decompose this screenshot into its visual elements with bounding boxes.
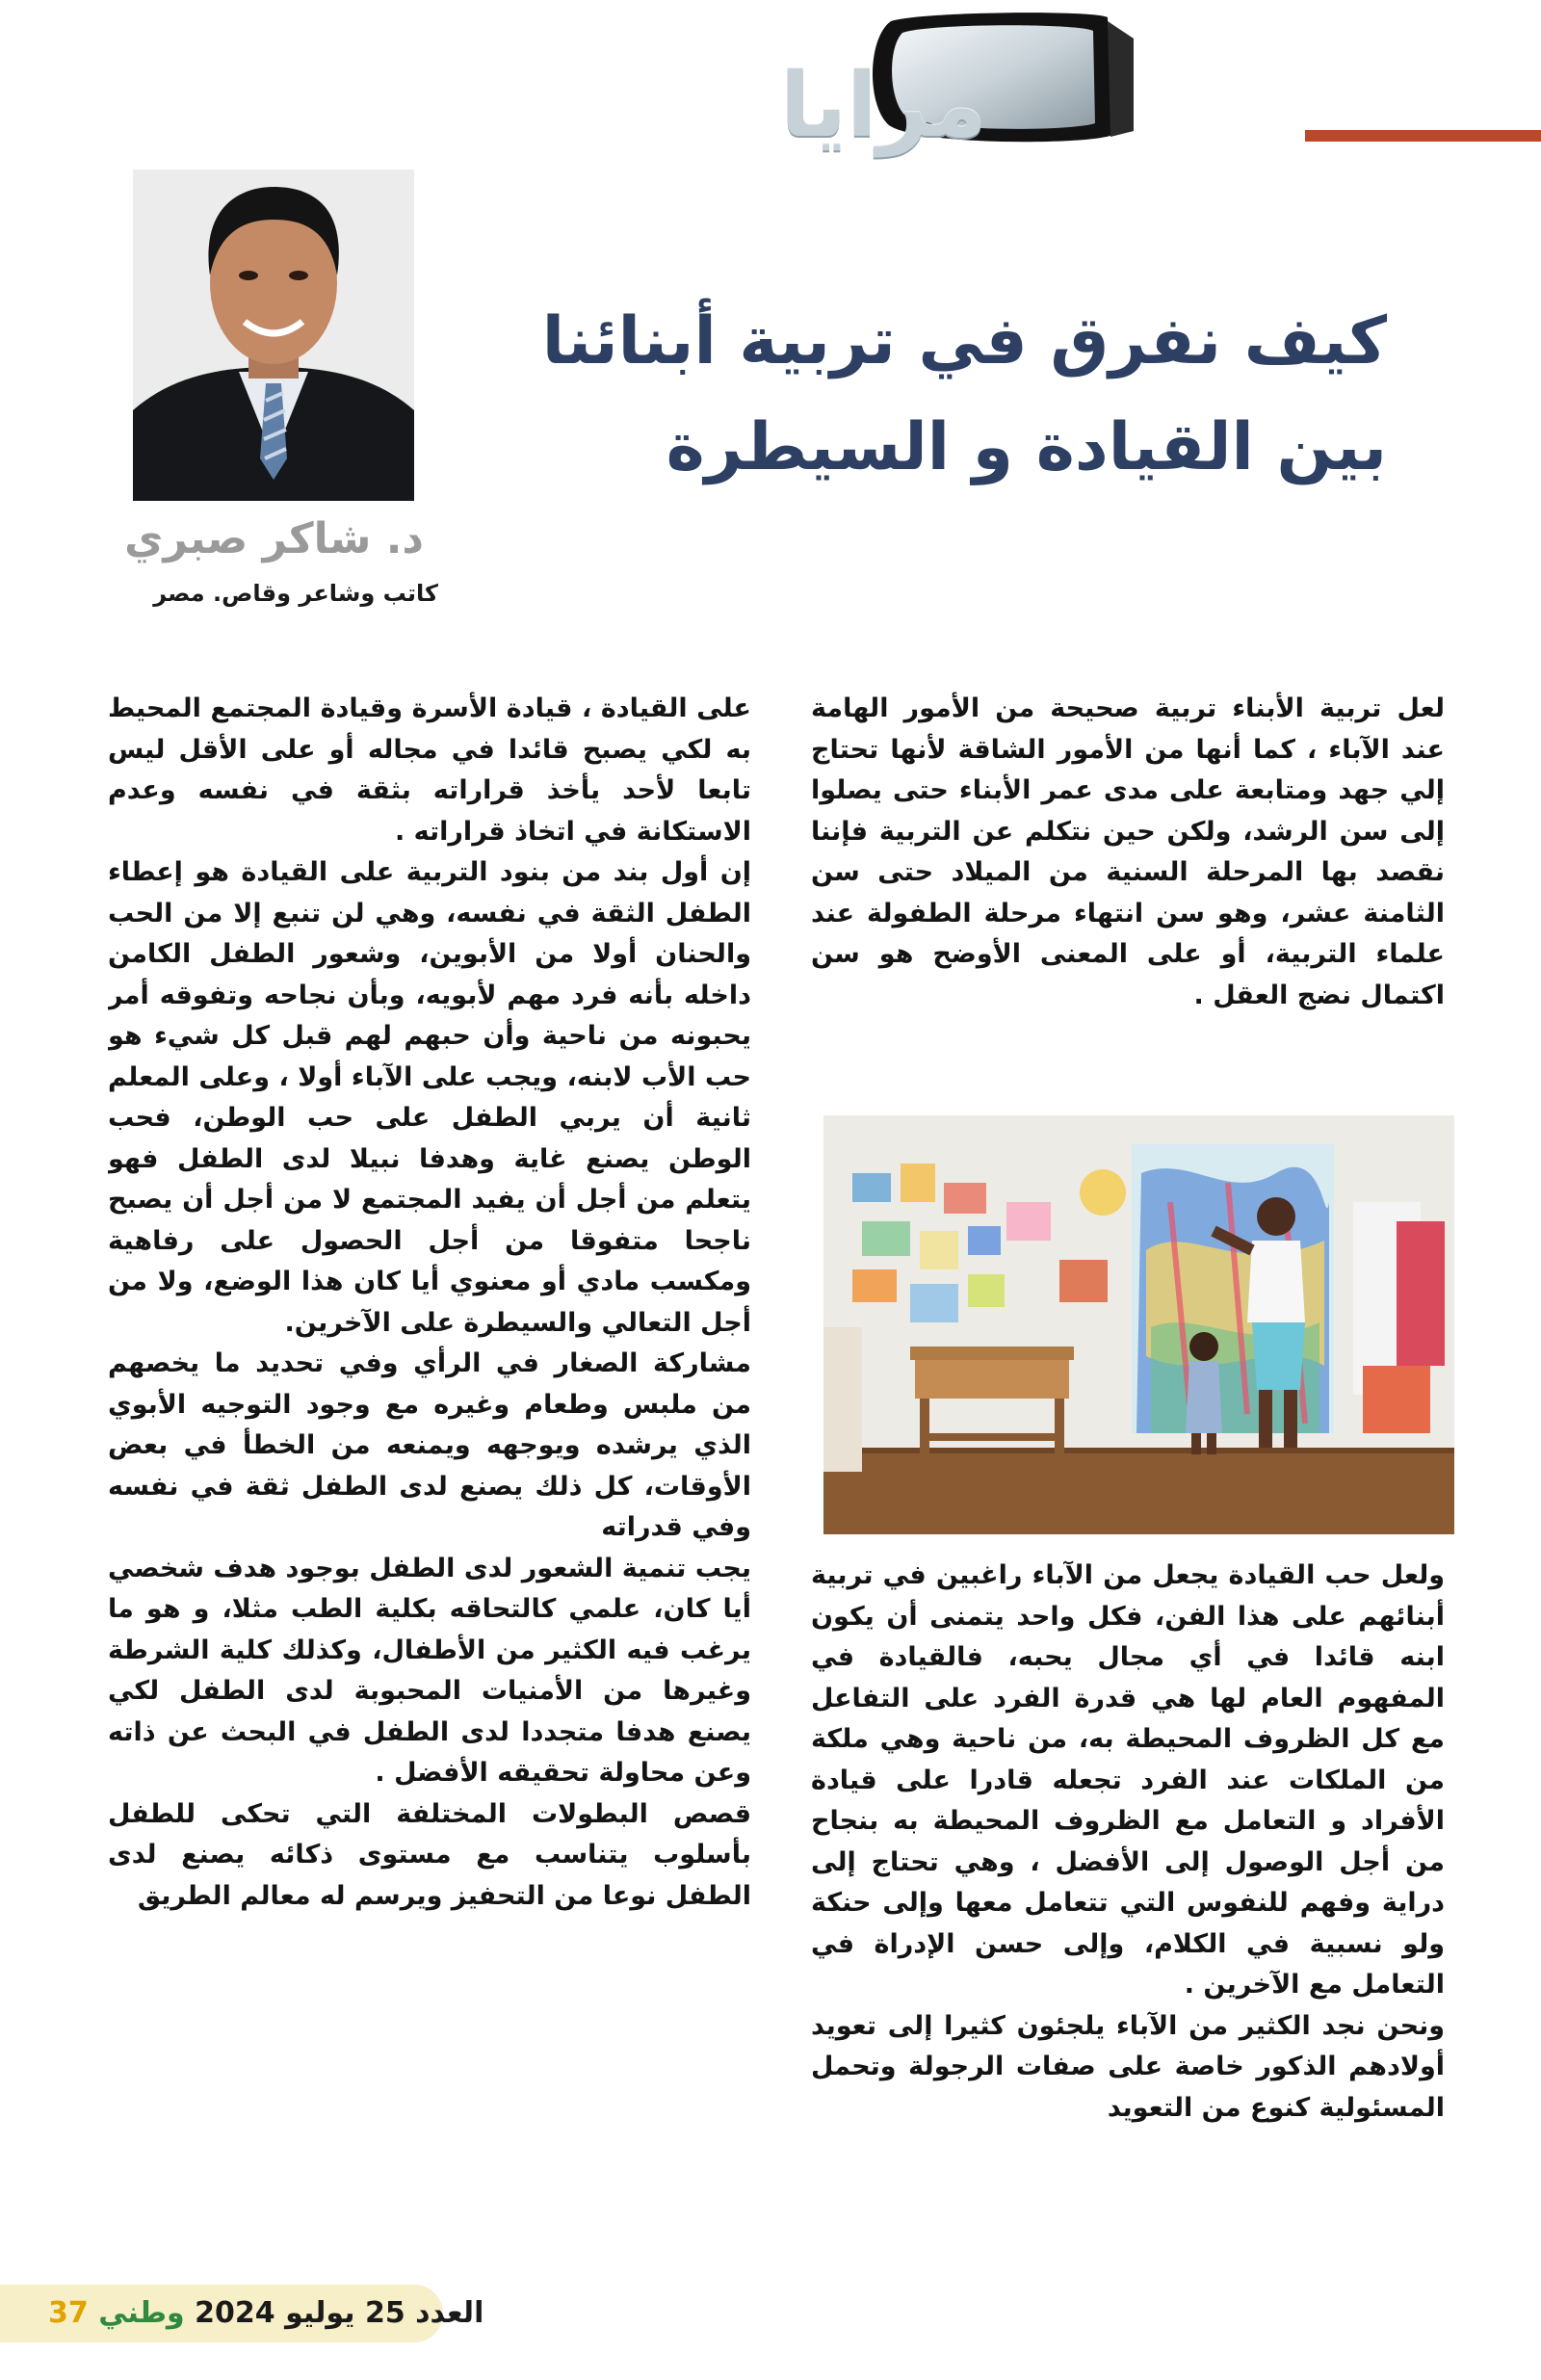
family-painting-photo [823, 1115, 1454, 1534]
author-role: كاتب وشاعر وقاص. مصر [153, 580, 438, 607]
page-number: 37 [48, 2296, 89, 2330]
article-title [501, 289, 1387, 501]
header-accent-line [1305, 130, 1541, 142]
article-column-right-bottom [811, 1556, 1445, 2220]
article-column-left [108, 689, 751, 2206]
author-photo [133, 170, 414, 501]
title-line-1: كيف نفرق في تربية أبنائنا [541, 303, 1387, 379]
paragraph: ولعل حب القيادة يجعل من الآباء راغبين في تربية أبنائهم على هذا الفن، فكل واحد يتمنى أن يكون ابنه قائدا في أي مجال يحبه، فالقيادة في المفهوم العام لها هي قدرة الفرد على التفاعل مع كل الظروف المحيطة به، من ناحية وهي ملكة من الملكات عند الفرد تجعله قادرا على قيادة الأفراد و التعامل مع الظروف المحيطة به بنجاح من أجل الوصول إلى الأفضل ، وهي تحتاج إلى دراية وفهم للنفوس التي تتعامل معها وإلى حنكة ولو نسبية في الكلام، وإلى حسن الإدراة في التعامل مع الآخرين . [811, 1560, 1445, 2000]
author-name: د. شاكر صبري [124, 514, 424, 563]
paragraph: ونحن نجد الكثير من الآباء يلجئون كثيرا إلى تعويد أولادهم الذكور خاصة على صفات الرجولة وتحمل المسئولية كنوع من التعويد [811, 2010, 1445, 2123]
paragraph: لعل تربية الأبناء تربية صحيحة من الأمور الهامة عند الآباء ، كما أنها من الأمور الشاقة لأنها تحتاج إلي جهد ومتابعة على مدى عمر الأبناء حتى يصلوا إلى سن الرشد، ولكن حين نتكلم عن التربية فإننا نقصد بها المرحلة السنية من الميلاد حتى سن الثامنة عشر، وهو سن انتهاء مرحلة الطفولة عند علماء التربية، أو على المعنى الأوضح هو سن اكتمال نضج العقل . [811, 693, 1445, 1010]
article-column-right-top [811, 689, 1445, 1074]
page-footer [48, 2290, 484, 2337]
issue-info: العدد 25 يوليو 2024 [195, 2296, 484, 2330]
paragraph: قصص البطولات المختلفة التي تحكى للطفل بأسلوب يتناسب مع مستوى ذكائه يصنع لدى الطفل نوعا من التحفيز ويرسم له معالم الطريق [108, 1798, 751, 1911]
paragraph: مشاركة الصغار في الرأي وفي تحديد ما يخصهم من ملبس وطعام وغيره مع وجود التوجيه الأبوي الذي يرشده ويوجهه ويمنعه من الخطأ في بعض الأوقات، كل ذلك يصنع لدى الطفل ثقة في نفسه وفي قدراته [108, 1348, 751, 1542]
title-line-2: بين القيادة و السيطرة [666, 409, 1387, 485]
paragraph: يجب تنمية الشعور لدى الطفل بوجود هدف شخصي أيا كان، علمي كالتحاقه بكلية الطب مثلا، و هو ما يرغب فيه الكثير من الأطفال، وكذلك كلية الشرطة وغيرها من الأمنيات المحبوبة لدى الطفل لكي يصنع هدفا متجددا لدى الطفل في البحث عن ذاته وعن محاولة تحقيقه الأفضل . [108, 1553, 751, 1788]
section-label: مرايا [780, 54, 987, 157]
paragraph: إن أول بند من بنود التربية على القيادة هو إعطاء الطفل الثقة في نفسه، وهي لن تنبع إلا من الحب والحنان أولا من الأبوين، وشعور الطفل الكامن داخله بأنه فرد مهم لأبويه، وبأن نجاحه وتفوقه أمر يحبونه من ناحية وأن حبهم لهم قبل كل شيء هو حب الأب لابنه، ويجب على الآباء أولا ، وعلى المعلم ثانية أن يربي الطفل على حب الوطن، فحب الوطن يصنع غاية وهدفا نبيلا لدى الطفل فهو يتعلم من أجل أن يفيد المجتمع لا من أجل أن يصبح ناجحا متفوقا من أجل الحصول على رفاهية ومكسب مادي أو معنوي أيا كان هذا الوضع، ولا من أجل التعالي والسيطرة على الآخرين. [108, 857, 751, 1338]
magazine-name: وطني [98, 2296, 185, 2330]
paragraph: على القيادة ، قيادة الأسرة وقيادة المجتمع المحيط به لكي يصبح قائدا في مجاله أو على الأقل ليس تابعا لأحد يأخذ قراراته بثقة في نفسه وعدم الاستكانة في اتخاذ قراراته . [108, 693, 751, 847]
